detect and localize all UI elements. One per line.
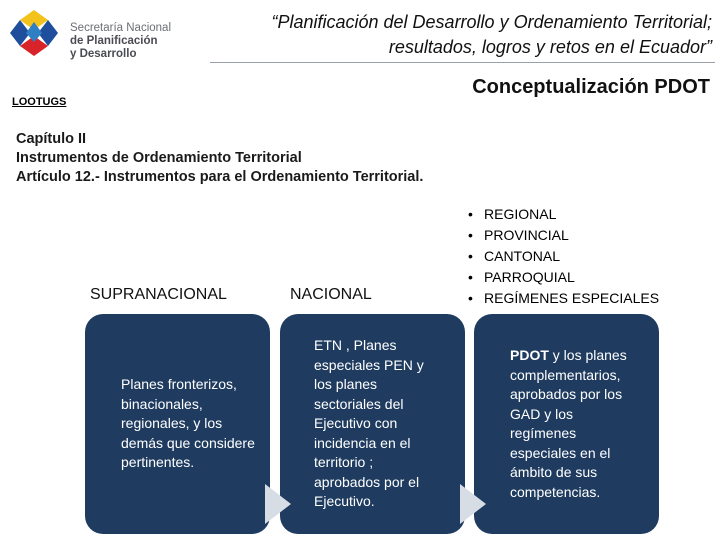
list-item: • PARROQUIAL [468, 267, 659, 288]
box-local [474, 314, 659, 534]
box-nacional [280, 314, 465, 534]
territorial-levels-list [468, 204, 659, 309]
law-label: LOOTUGS [12, 96, 67, 108]
list-item: • PROVINCIAL [468, 225, 659, 246]
title-line-1: “Planificación del Desarrollo y Ordenamiento Territorial; [271, 12, 712, 32]
title-divider [210, 62, 715, 63]
senplades-logo [8, 8, 178, 60]
list-item: • REGÍMENES ESPECIALES [468, 288, 659, 309]
box-nacional-text: ETN , Planes especiales PEN y los planes sectoriales del Ejecutivo con incidencia en el territorio ; aprobados por el Ejecutivo. [314, 337, 424, 510]
box-supranacional [85, 314, 270, 534]
list-item: • REGIONAL [468, 204, 659, 225]
logo-wordmark: Secretaría Nacional de Planificación y Desarrollo [70, 22, 171, 60]
arrow-right-icon [460, 484, 486, 524]
list-item: • CANTONAL [468, 246, 659, 267]
section-subtitle: Conceptualización PDOT [472, 76, 710, 98]
chapter-block [16, 130, 423, 187]
arrow-right-icon [265, 484, 291, 524]
page-title [192, 10, 712, 60]
chapter-number: Capítulo II [16, 131, 87, 147]
title-line-2: resultados, logros y retos en el Ecuador” [388, 37, 712, 57]
article-title: Artículo 12.- Instrumentos para el Ordenamiento Territorial. [16, 169, 424, 185]
chapter-title: Instrumentos de Ordenamiento Territorial [16, 150, 302, 166]
heading-nacional: NACIONAL [290, 286, 372, 303]
heading-supranacional: SUPRANACIONAL [90, 286, 227, 303]
pdot-label: PDOT [510, 347, 549, 363]
box-supranacional-text: Planes fronterizos, binacionales, regionales, y los demás que considere pertinentes. [121, 376, 255, 471]
box-local-text: PDOT y los planes complementarios, aprobados por los GAD y los regímenes especiales en el ámbito de sus competencias. [510, 347, 627, 500]
senplades-emblem-icon [8, 8, 60, 58]
